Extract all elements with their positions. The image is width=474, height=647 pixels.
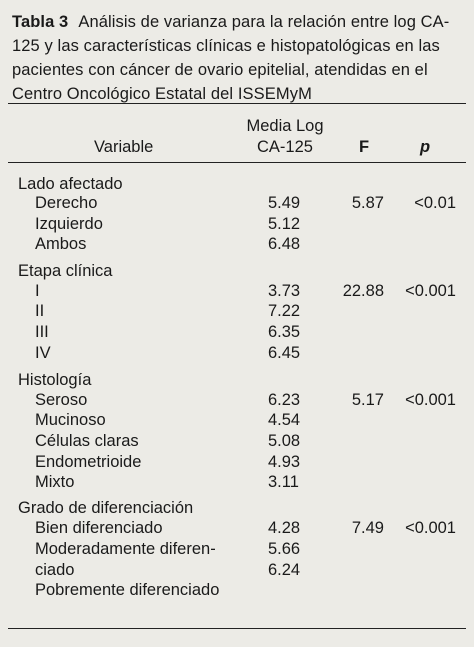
row-media: 6.24 xyxy=(268,561,301,579)
header-p: p xyxy=(419,138,431,156)
row-media: 5.12 xyxy=(268,215,301,233)
row-label: Mucinoso xyxy=(35,411,106,429)
header-media-line1: Media Log xyxy=(246,117,324,135)
row-media: 6.35 xyxy=(268,323,301,341)
row-media: 3.11 xyxy=(268,473,299,491)
top-rule xyxy=(8,103,466,104)
row-media: 5.66 xyxy=(268,540,301,558)
row-label: Mixto xyxy=(35,473,75,491)
row-media: 5.49 xyxy=(268,194,301,212)
group-heading: Grado de diferenciación xyxy=(18,499,194,517)
row-f: 5.17 xyxy=(351,391,384,409)
row-p: <0.001 xyxy=(405,282,456,300)
row-label: Pobremente diferenciado xyxy=(35,581,220,599)
row-media: 4.54 xyxy=(268,411,301,429)
header-variable: Variable xyxy=(94,138,154,156)
bottom-rule xyxy=(8,628,466,629)
row-f: 5.87 xyxy=(351,194,384,212)
row-label: Endometrioide xyxy=(35,453,142,471)
row-media: 6.23 xyxy=(268,391,301,409)
row-label: Seroso xyxy=(35,391,88,409)
row-label: I xyxy=(35,282,40,300)
caption-line: Análisis de varianza para la relación entre log CA- xyxy=(78,13,450,31)
row-f: 7.49 xyxy=(351,519,384,537)
row-label: IV xyxy=(35,344,51,362)
caption-line: Centro Oncológico Estatal del ISSEMyM xyxy=(12,85,312,103)
row-label: ciado xyxy=(35,561,75,579)
row-label: Células claras xyxy=(35,432,139,450)
row-label: Izquierdo xyxy=(35,215,103,233)
caption-line: 125 y las características clínicas e histopatológicas en las xyxy=(12,37,440,55)
row-label: Bien diferenciado xyxy=(35,519,163,537)
row-f: 22.88 xyxy=(342,282,384,300)
row-media: 7.22 xyxy=(268,302,301,320)
header-f: F xyxy=(358,138,370,156)
row-media: 6.48 xyxy=(268,235,301,253)
row-media: 4.28 xyxy=(268,519,301,537)
row-label: Derecho xyxy=(35,194,98,212)
row-media: 4.93 xyxy=(268,453,301,471)
row-p: <0.01 xyxy=(414,194,456,212)
table-label: Tabla 3 xyxy=(12,13,69,31)
row-p: <0.001 xyxy=(405,391,456,409)
row-label: II xyxy=(35,302,45,320)
header-media-line2: CA-125 xyxy=(257,138,313,156)
group-heading: Histología xyxy=(18,371,92,389)
row-label: III xyxy=(35,323,49,341)
row-media: 5.08 xyxy=(268,432,301,450)
row-p: <0.001 xyxy=(405,519,456,537)
row-label: Ambos xyxy=(35,235,87,253)
table-caption xyxy=(12,10,464,106)
group-heading: Etapa clínica xyxy=(18,262,113,280)
header-rule xyxy=(8,162,466,163)
row-media: 6.45 xyxy=(268,344,301,362)
group-heading: Lado afectado xyxy=(18,175,123,193)
row-media: 3.73 xyxy=(268,282,301,300)
row-label: Moderadamente diferen- xyxy=(35,540,216,558)
caption-line: pacientes con cáncer de ovario epitelial, atendidas en el xyxy=(12,61,428,79)
